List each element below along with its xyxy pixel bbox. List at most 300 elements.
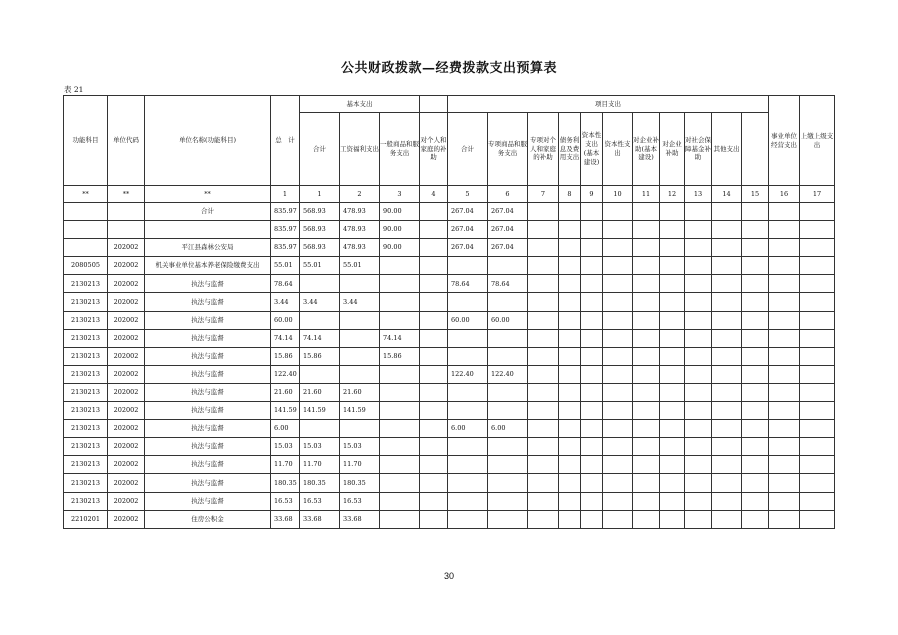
- table-cell: 835.97: [271, 239, 300, 257]
- table-cell: [660, 221, 685, 239]
- table-cell: [488, 402, 528, 420]
- table-cell: [633, 402, 660, 420]
- table-cell: 16.53: [300, 492, 340, 510]
- table-cell: [380, 293, 420, 311]
- table-cell: [559, 492, 581, 510]
- table-cell: [660, 474, 685, 492]
- table-cell: [528, 456, 559, 474]
- table-cell: [581, 438, 603, 456]
- table-cell: [528, 203, 559, 221]
- table-cell: [800, 257, 835, 275]
- table-cell: [420, 293, 448, 311]
- table-cell: [712, 402, 742, 420]
- table-cell: [488, 257, 528, 275]
- table-cell: [660, 257, 685, 275]
- table-row: [64, 474, 835, 492]
- table-cell: [603, 438, 633, 456]
- table-cell: [685, 420, 712, 438]
- table-cell: [712, 510, 742, 528]
- table-cell: 33.68: [300, 510, 340, 528]
- header-capital-infra: 资本性支出(基本建设): [581, 113, 603, 186]
- table-cell: [559, 329, 581, 347]
- table-cell: [685, 257, 712, 275]
- index-cell: 4: [420, 186, 448, 203]
- table-cell: [528, 402, 559, 420]
- table-row: [64, 347, 835, 365]
- table-cell: [300, 275, 340, 293]
- table-cell: [633, 365, 660, 383]
- index-cell: 14: [712, 186, 742, 203]
- table-cell: [420, 275, 448, 293]
- table-cell: [528, 438, 559, 456]
- table-cell: [742, 365, 769, 383]
- table-row: [64, 257, 835, 275]
- table-cell: [64, 239, 108, 257]
- index-cell: 6: [488, 186, 528, 203]
- table-cell: [685, 203, 712, 221]
- table-cell: 141.59: [271, 402, 300, 420]
- table-cell: 33.68: [271, 510, 300, 528]
- table-cell: 55.01: [340, 257, 380, 275]
- table-cell: 267.04: [448, 203, 488, 221]
- table-cell: [448, 347, 488, 365]
- table-cell: [633, 492, 660, 510]
- table-cell: [769, 203, 800, 221]
- table-cell: 2130213: [64, 311, 108, 329]
- table-cell: [488, 438, 528, 456]
- table-cell: 202002: [108, 438, 145, 456]
- table-row: [64, 203, 835, 221]
- table-cell: [660, 203, 685, 221]
- table-cell: 执法与监督: [145, 438, 271, 456]
- header-func-code: 功能科目: [64, 96, 108, 186]
- table-cell: 90.00: [380, 239, 420, 257]
- table-cell: [712, 311, 742, 329]
- table-cell: [660, 456, 685, 474]
- table-cell: [742, 257, 769, 275]
- table-cell: 2130213: [64, 402, 108, 420]
- table-cell: [420, 257, 448, 275]
- table-cell: 180.35: [271, 474, 300, 492]
- table-cell: [420, 221, 448, 239]
- table-cell: [769, 275, 800, 293]
- index-cell: 13: [685, 186, 712, 203]
- table-cell: [712, 456, 742, 474]
- table-row: [64, 456, 835, 474]
- table-cell: [340, 347, 380, 365]
- header-enterprise-infra: 对企业补助(基本建设): [633, 113, 660, 186]
- table-cell: [800, 438, 835, 456]
- table-cell: 15.03: [340, 438, 380, 456]
- index-cell: 15: [742, 186, 769, 203]
- table-cell: 60.00: [448, 311, 488, 329]
- table-cell: 568.93: [300, 239, 340, 257]
- table-cell: [488, 329, 528, 347]
- table-cell: [742, 275, 769, 293]
- table-cell: 90.00: [380, 203, 420, 221]
- table-cell: [528, 510, 559, 528]
- table-cell: [300, 420, 340, 438]
- table-cell: 180.35: [340, 474, 380, 492]
- table-cell: [340, 420, 380, 438]
- table-cell: [581, 456, 603, 474]
- table-cell: 202002: [108, 257, 145, 275]
- table-cell: 2080505: [64, 257, 108, 275]
- table-cell: [340, 329, 380, 347]
- table-cell: [712, 365, 742, 383]
- table-cell: [448, 293, 488, 311]
- table-cell: 11.70: [271, 456, 300, 474]
- table-cell: 执法与监督: [145, 275, 271, 293]
- index-cell: 7: [528, 186, 559, 203]
- table-cell: [712, 221, 742, 239]
- table-cell: [420, 347, 448, 365]
- table-cell: 执法与监督: [145, 329, 271, 347]
- table-cell: [581, 239, 603, 257]
- table-cell: [559, 402, 581, 420]
- table-cell: [769, 293, 800, 311]
- table-cell: [660, 438, 685, 456]
- table-cell: [603, 257, 633, 275]
- table-cell: [420, 239, 448, 257]
- table-cell: [380, 402, 420, 420]
- table-cell: 执法与监督: [145, 420, 271, 438]
- table-cell: [742, 492, 769, 510]
- table-cell: 15.86: [300, 347, 340, 365]
- table-cell: [742, 347, 769, 365]
- table-cell: 机关事业单位基本养老保险缴费支出: [145, 257, 271, 275]
- index-cell: 10: [603, 186, 633, 203]
- header-personal-family: 对个人和家庭的补助: [420, 113, 448, 186]
- table-cell: [685, 311, 712, 329]
- table-row: [64, 510, 835, 528]
- table-cell: 2130213: [64, 347, 108, 365]
- table-number: 表 21: [64, 85, 84, 94]
- table-cell: 6.00: [448, 420, 488, 438]
- table-cell: [660, 293, 685, 311]
- index-cell: 11: [633, 186, 660, 203]
- table-cell: [420, 311, 448, 329]
- table-cell: [660, 365, 685, 383]
- table-cell: [685, 492, 712, 510]
- table-cell: [603, 492, 633, 510]
- header-debt-interest: 债务利息及费用支出: [559, 113, 581, 186]
- header-superior: 上缴上级支出: [800, 96, 835, 186]
- header-social-security: 对社会保障基金补助: [685, 113, 712, 186]
- table-cell: 6.00: [488, 420, 528, 438]
- table-cell: 执法与监督: [145, 383, 271, 401]
- table-cell: [742, 239, 769, 257]
- table-cell: [712, 329, 742, 347]
- table-cell: [108, 203, 145, 221]
- table-cell: [660, 402, 685, 420]
- table-cell: 202002: [108, 311, 145, 329]
- table-cell: [800, 456, 835, 474]
- table-row: [64, 383, 835, 401]
- table-cell: [603, 510, 633, 528]
- table-cell: [633, 257, 660, 275]
- table-cell: [300, 365, 340, 383]
- table-cell: [660, 347, 685, 365]
- table-cell: 478.93: [340, 239, 380, 257]
- table-cell: 执法与监督: [145, 293, 271, 311]
- table-cell: [145, 221, 271, 239]
- table-cell: 15.86: [271, 347, 300, 365]
- table-cell: [712, 383, 742, 401]
- table-cell: [581, 420, 603, 438]
- table-cell: [660, 510, 685, 528]
- table-cell: 2130213: [64, 456, 108, 474]
- table-cell: 2130213: [64, 365, 108, 383]
- table-cell: [380, 383, 420, 401]
- table-cell: [488, 383, 528, 401]
- table-cell: [660, 420, 685, 438]
- header-capital: 资本性支出: [603, 113, 633, 186]
- table-cell: [800, 311, 835, 329]
- table-cell: [800, 275, 835, 293]
- table-cell: 2130213: [64, 383, 108, 401]
- table-cell: [559, 474, 581, 492]
- table-cell: [685, 275, 712, 293]
- table-cell: [559, 347, 581, 365]
- table-cell: [742, 383, 769, 401]
- table-cell: [420, 420, 448, 438]
- table-cell: [769, 221, 800, 239]
- table-cell: [559, 293, 581, 311]
- table-cell: [420, 329, 448, 347]
- table-cell: [633, 221, 660, 239]
- table-cell: [603, 383, 633, 401]
- table-cell: [581, 275, 603, 293]
- table-cell: [633, 474, 660, 492]
- table-cell: [603, 221, 633, 239]
- table-cell: 55.01: [271, 257, 300, 275]
- table-cell: [581, 383, 603, 401]
- table-cell: 21.60: [340, 383, 380, 401]
- table-cell: 141.59: [340, 402, 380, 420]
- table-cell: [581, 474, 603, 492]
- table-cell: [420, 365, 448, 383]
- table-cell: [420, 456, 448, 474]
- table-cell: [488, 293, 528, 311]
- table-cell: 16.53: [271, 492, 300, 510]
- header-total: 总 计: [271, 96, 300, 186]
- table-cell: [769, 456, 800, 474]
- table-cell: [769, 329, 800, 347]
- table-cell: [108, 221, 145, 239]
- table-cell: [742, 438, 769, 456]
- table-cell: 78.64: [271, 275, 300, 293]
- table-row: [64, 221, 835, 239]
- table-cell: [528, 239, 559, 257]
- table-cell: [528, 329, 559, 347]
- table-cell: [420, 402, 448, 420]
- table-cell: [633, 456, 660, 474]
- table-cell: [603, 402, 633, 420]
- table-cell: 60.00: [271, 311, 300, 329]
- table-cell: 478.93: [340, 221, 380, 239]
- table-cell: 202002: [108, 474, 145, 492]
- header-blank-basic: [420, 96, 448, 113]
- table-cell: [300, 311, 340, 329]
- table-cell: [769, 257, 800, 275]
- table-cell: 2130213: [64, 420, 108, 438]
- table-cell: [528, 221, 559, 239]
- table-cell: [581, 203, 603, 221]
- header-basic-subtotal: 合计: [300, 113, 340, 186]
- table-cell: [528, 420, 559, 438]
- index-cell: **: [64, 186, 108, 203]
- table-cell: [742, 510, 769, 528]
- table-cell: [660, 329, 685, 347]
- table-cell: 202002: [108, 456, 145, 474]
- table-cell: [769, 347, 800, 365]
- table-cell: [603, 293, 633, 311]
- table-cell: 180.35: [300, 474, 340, 492]
- table-cell: [685, 365, 712, 383]
- table-cell: [712, 293, 742, 311]
- table-cell: [448, 474, 488, 492]
- table-cell: [559, 221, 581, 239]
- table-cell: [769, 239, 800, 257]
- table-cell: [528, 293, 559, 311]
- table-cell: [633, 329, 660, 347]
- table-cell: 202002: [108, 402, 145, 420]
- table-cell: 21.60: [271, 383, 300, 401]
- table-cell: 202002: [108, 510, 145, 528]
- table-cell: [769, 383, 800, 401]
- table-cell: 267.04: [488, 239, 528, 257]
- table-cell: 执法与监督: [145, 474, 271, 492]
- index-row: [64, 186, 835, 203]
- table-cell: [742, 329, 769, 347]
- table-cell: 74.14: [380, 329, 420, 347]
- table-cell: 202002: [108, 492, 145, 510]
- table-row: [64, 275, 835, 293]
- table-cell: [559, 275, 581, 293]
- table-cell: [769, 510, 800, 528]
- table-cell: [685, 293, 712, 311]
- table-cell: [685, 239, 712, 257]
- table-cell: [488, 510, 528, 528]
- table-cell: 2130213: [64, 329, 108, 347]
- table-cell: 141.59: [300, 402, 340, 420]
- table-cell: [712, 275, 742, 293]
- page-number: 30: [443, 571, 454, 581]
- header-unit-name: 单位名称(功能科目): [145, 96, 271, 186]
- table-cell: [380, 492, 420, 510]
- table-cell: [633, 510, 660, 528]
- table-cell: [488, 347, 528, 365]
- table-cell: [800, 293, 835, 311]
- table-cell: [633, 311, 660, 329]
- table-cell: [685, 329, 712, 347]
- index-cell: 5: [448, 186, 488, 203]
- table-cell: [380, 474, 420, 492]
- table-cell: [800, 221, 835, 239]
- table-cell: [603, 456, 633, 474]
- table-cell: 11.70: [340, 456, 380, 474]
- table-cell: [581, 257, 603, 275]
- table-cell: [712, 474, 742, 492]
- table-cell: [448, 438, 488, 456]
- table-cell: [742, 293, 769, 311]
- table-cell: [448, 492, 488, 510]
- index-cell: 12: [660, 186, 685, 203]
- table-cell: [603, 239, 633, 257]
- table-cell: [800, 510, 835, 528]
- table-row: [64, 311, 835, 329]
- table-cell: 执法与监督: [145, 492, 271, 510]
- header-basic-group: 基本支出: [300, 96, 420, 113]
- table-cell: [559, 420, 581, 438]
- table-cell: [712, 239, 742, 257]
- table-cell: 执法与监督: [145, 311, 271, 329]
- table-cell: 78.64: [488, 275, 528, 293]
- table-cell: 202002: [108, 329, 145, 347]
- table-cell: 执法与监督: [145, 402, 271, 420]
- table-cell: 478.93: [340, 203, 380, 221]
- table-cell: [685, 402, 712, 420]
- table-row: [64, 438, 835, 456]
- table-cell: 11.70: [300, 456, 340, 474]
- table-cell: 2130213: [64, 492, 108, 510]
- table-cell: [742, 221, 769, 239]
- table-cell: 2210201: [64, 510, 108, 528]
- table-cell: 16.53: [340, 492, 380, 510]
- table-cell: 202002: [108, 420, 145, 438]
- table-cell: 568.93: [300, 203, 340, 221]
- table-cell: [712, 492, 742, 510]
- table-cell: [769, 492, 800, 510]
- table-cell: [660, 383, 685, 401]
- table-cell: 835.97: [271, 203, 300, 221]
- table-cell: [800, 347, 835, 365]
- table-cell: [581, 492, 603, 510]
- table-cell: [603, 329, 633, 347]
- index-cell: 1: [271, 186, 300, 203]
- table-cell: [420, 492, 448, 510]
- index-cell: 3: [380, 186, 420, 203]
- table-cell: [448, 510, 488, 528]
- table-cell: [488, 474, 528, 492]
- table-cell: 568.93: [300, 221, 340, 239]
- table-row: [64, 402, 835, 420]
- table-cell: [380, 365, 420, 383]
- index-cell: 2: [340, 186, 380, 203]
- index-cell: 8: [559, 186, 581, 203]
- table-cell: [420, 383, 448, 401]
- table-cell: [559, 365, 581, 383]
- table-cell: 15.86: [380, 347, 420, 365]
- table-cell: [685, 474, 712, 492]
- table-cell: 202002: [108, 365, 145, 383]
- table-cell: [581, 510, 603, 528]
- table-cell: [742, 420, 769, 438]
- table-cell: [660, 492, 685, 510]
- table-cell: [528, 275, 559, 293]
- table-cell: [800, 383, 835, 401]
- table-cell: [528, 311, 559, 329]
- header-special-personal: 专项对个人和家庭的补助: [528, 113, 559, 186]
- table-cell: [340, 365, 380, 383]
- table-row: [64, 293, 835, 311]
- table-cell: [633, 420, 660, 438]
- table-cell: 60.00: [488, 311, 528, 329]
- index-cell: 17: [800, 186, 835, 203]
- table-cell: [800, 474, 835, 492]
- table-cell: [559, 438, 581, 456]
